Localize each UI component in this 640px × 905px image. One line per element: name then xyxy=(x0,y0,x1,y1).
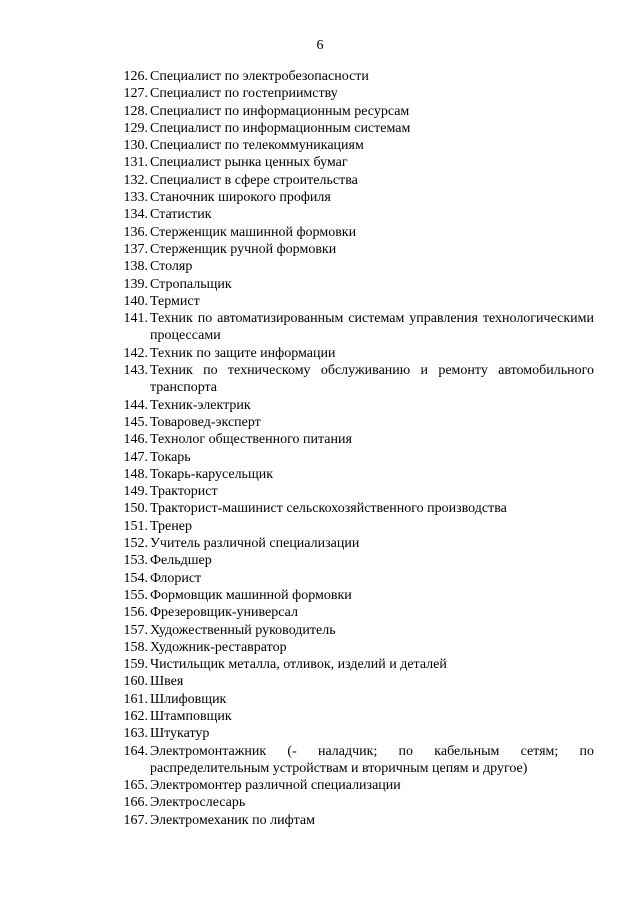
item-text: Статистик xyxy=(150,207,212,223)
list-item xyxy=(118,708,594,725)
list-item xyxy=(118,414,594,431)
list-item xyxy=(118,725,594,742)
list-item xyxy=(118,362,594,397)
list-item xyxy=(118,276,594,293)
item-number: 133. xyxy=(123,190,148,206)
item-text: Штукатур xyxy=(150,726,210,742)
list-item xyxy=(118,189,594,206)
item-number: 149. xyxy=(123,484,148,500)
item-number: 142. xyxy=(123,345,148,361)
item-number: 158. xyxy=(123,639,148,655)
item-number: 129. xyxy=(123,120,148,136)
item-text: Специалист по гостеприимству xyxy=(150,86,338,102)
item-number: 152. xyxy=(123,536,148,552)
list-item xyxy=(118,449,594,466)
item-text: Фельдшер xyxy=(150,553,212,569)
item-text: Учитель различной специализации xyxy=(150,536,360,552)
item-number: 147. xyxy=(123,449,148,465)
list-item xyxy=(118,258,594,275)
item-text: Столяр xyxy=(150,259,193,275)
list-item xyxy=(118,397,594,414)
item-text: Специалист по информационным системам xyxy=(150,120,411,136)
list-item xyxy=(118,518,594,535)
list-item xyxy=(118,777,594,794)
item-text: Техник по техническому обслуживанию и ремонту автомобильного транспорта xyxy=(150,363,594,396)
item-number: 162. xyxy=(123,708,148,724)
item-number: 155. xyxy=(123,587,148,603)
item-text: Художественный руководитель xyxy=(150,622,336,638)
item-text: Специалист рынка ценных бумаг xyxy=(150,155,348,171)
item-number: 159. xyxy=(123,657,148,673)
list-item xyxy=(118,570,594,587)
list-item xyxy=(118,500,594,517)
item-text: Электромонтер различной специализации xyxy=(150,778,401,794)
list-item xyxy=(118,154,594,171)
item-number: 167. xyxy=(123,812,148,828)
item-number: 157. xyxy=(123,622,148,638)
item-text: Формовщик машинной формовки xyxy=(150,587,352,603)
item-text: Стерженщик машинной формовки xyxy=(150,224,357,240)
item-text: Специалист в сфере строительства xyxy=(150,172,358,188)
list-item xyxy=(118,743,594,778)
item-text: Специалист по электробезопасности xyxy=(150,69,369,84)
item-number: 131. xyxy=(123,155,148,171)
item-text: Электрослесарь xyxy=(150,795,246,811)
item-number: 140. xyxy=(123,293,148,309)
item-number: 145. xyxy=(123,414,148,430)
list-item xyxy=(118,604,594,621)
item-number: 160. xyxy=(123,674,148,690)
item-text: Тренер xyxy=(150,518,192,534)
item-number: 156. xyxy=(123,605,148,621)
list-item xyxy=(118,310,594,345)
item-number: 126. xyxy=(123,69,148,84)
item-text: Технолог общественного питания xyxy=(150,432,352,448)
profession-list xyxy=(118,68,594,829)
item-text: Швея xyxy=(150,674,184,690)
item-number: 154. xyxy=(123,570,148,586)
list-item xyxy=(118,103,594,120)
list-item xyxy=(118,483,594,500)
item-number: 134. xyxy=(123,207,148,223)
list-item xyxy=(118,293,594,310)
item-number: 165. xyxy=(123,778,148,794)
item-text: Техник-электрик xyxy=(150,397,251,413)
item-text: Шлифовщик xyxy=(150,691,227,707)
item-text: Штамповщик xyxy=(150,708,232,724)
list-item xyxy=(118,466,594,483)
item-text: Флорист xyxy=(150,570,202,586)
item-text: Товаровед-эксперт xyxy=(150,414,261,430)
list-item xyxy=(118,431,594,448)
list-item xyxy=(118,794,594,811)
item-text: Стропальщик xyxy=(150,276,232,292)
list-item xyxy=(118,812,594,829)
item-number: 137. xyxy=(123,241,148,257)
list-item xyxy=(118,68,594,85)
item-number: 130. xyxy=(123,138,148,154)
item-text: Художник-реставратор xyxy=(150,639,287,655)
item-number: 150. xyxy=(123,501,148,517)
item-text: Стерженщик ручной формовки xyxy=(150,241,337,257)
item-text: Специалист по информационным ресурсам xyxy=(150,103,410,119)
list-item xyxy=(118,656,594,673)
list-item xyxy=(118,639,594,656)
list-item xyxy=(118,137,594,154)
item-number: 141. xyxy=(123,311,148,327)
list-item xyxy=(118,172,594,189)
item-text: Техник по защите информации xyxy=(150,345,336,361)
item-number: 164. xyxy=(123,743,148,759)
item-text: Специалист по телекоммуникациям xyxy=(150,138,364,154)
list-item xyxy=(118,587,594,604)
item-text: Тракторист-машинист сельскохозяйственного производства xyxy=(150,501,507,517)
list-item xyxy=(118,535,594,552)
item-text: Электромеханик по лифтам xyxy=(150,812,316,828)
list-item xyxy=(118,345,594,362)
item-text: Тракторист xyxy=(150,484,218,500)
item-number: 153. xyxy=(123,553,148,569)
item-number: 143. xyxy=(123,363,148,379)
item-number: 161. xyxy=(123,691,148,707)
item-number: 151. xyxy=(123,518,148,534)
item-text: Техник по автоматизированным системам управления технологическими процессами xyxy=(150,311,594,344)
item-text: Фрезеровщик-универсал xyxy=(150,605,298,621)
item-text: Токарь-карусельщик xyxy=(150,466,274,482)
item-number: 127. xyxy=(123,86,148,102)
item-text: Станочник широкого профиля xyxy=(150,190,331,206)
list-item xyxy=(118,85,594,102)
item-number: 128. xyxy=(123,103,148,119)
item-number: 148. xyxy=(123,466,148,482)
item-number: 144. xyxy=(123,397,148,413)
list-item xyxy=(118,691,594,708)
item-number: 138. xyxy=(123,259,148,275)
list-item xyxy=(118,224,594,241)
item-number: 139. xyxy=(123,276,148,292)
list-item xyxy=(118,673,594,690)
item-text: Чистильщик металла, отливок, изделий и деталей xyxy=(150,657,447,673)
item-text: Электромонтажник (- наладчик; по кабельным сетям; по распределительным устройствам и вторичным цепям и другое) xyxy=(150,743,594,776)
list-item xyxy=(118,622,594,639)
item-number: 163. xyxy=(123,726,148,742)
item-number: 166. xyxy=(123,795,148,811)
item-text: Термист xyxy=(150,293,200,309)
list-item xyxy=(118,120,594,137)
item-number: 146. xyxy=(123,432,148,448)
item-text: Токарь xyxy=(150,449,191,465)
list-item xyxy=(118,552,594,569)
page-number: 6 xyxy=(316,38,324,53)
list-item xyxy=(118,241,594,258)
list-item xyxy=(118,206,594,223)
item-number: 136. xyxy=(123,224,148,240)
item-number: 132. xyxy=(123,172,148,188)
